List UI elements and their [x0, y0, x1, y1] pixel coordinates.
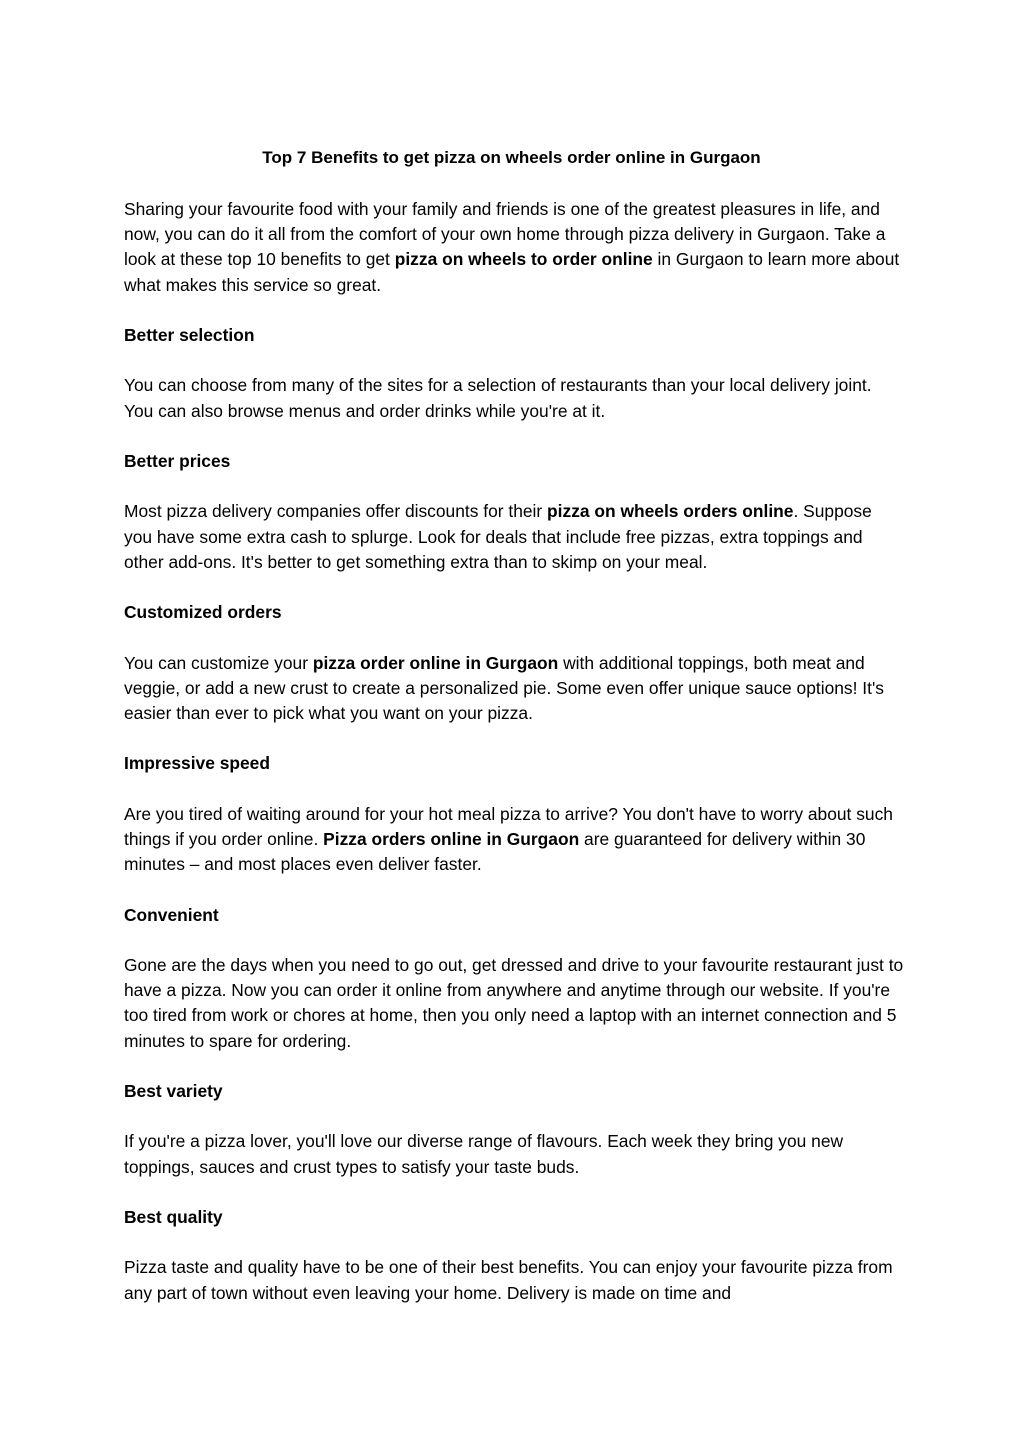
section-heading-impressive-speed: Impressive speed — [124, 753, 270, 774]
document-body — [124, 197, 904, 1331]
section-heading-better-prices: Better prices — [124, 450, 231, 471]
paragraph-text-end: are guaranteed for delivery within 30 minutes – and most places even deliver faster. — [124, 828, 866, 875]
section-heading-convenient: Convenient — [124, 904, 219, 925]
paragraph-bold-text: pizza order online in Gurgaon — [312, 652, 559, 673]
paragraph-text: If you're a pizza lover, you'll love our diverse range of flavours. Each week they bring you new toppings, sauces and crust types to satisfy your taste buds. — [124, 1131, 844, 1177]
section-paragraph-convenient — [124, 953, 904, 1054]
document-title: Top 7 Benefits to get pizza on wheels order online in Gurgaon — [262, 148, 761, 167]
paragraph-text: Are you tired of waiting around for your hot meal pizza to arrive? You don't have to worry about such things if you order online. — [124, 803, 893, 849]
paragraph-text: Most pizza delivery companies offer discounts for their — [124, 501, 548, 522]
section-paragraph-best-quality — [124, 1255, 904, 1305]
section-heading-best-variety: Best variety — [124, 1080, 223, 1101]
intro-bold-text: pizza on wheels to order online — [394, 249, 653, 270]
paragraph-text: Pizza taste and quality have to be one of their best benefits. You can enjoy your favourite pizza from any part of town without even leaving your home. Delivery is made on time and — [124, 1257, 893, 1303]
paragraph-text-end: with additional toppings, both meat and veggie, or add a new crust to create a personalized pie. Some even offer unique sauce options! It's easier than ever to pick what you want on your pizza. — [124, 652, 884, 723]
section-paragraph-impressive-speed — [124, 802, 904, 878]
paragraph-text: Gone are the days when you need to go out, get dressed and drive to your favourite restaurant just to have a pizza. Now you can order it online from anywhere and anytime through our website. If you're too tired from work or chores at home, then you only need a laptop with an internet connection and 5 minutes to spare for ordering. — [124, 954, 904, 1051]
section-paragraph-better-selection — [124, 373, 904, 423]
intro-paragraph — [124, 197, 904, 298]
paragraph-text: You can customize your — [124, 652, 313, 673]
intro-text-end: in Gurgaon to learn more about what makes this service so great. — [124, 249, 900, 295]
section-paragraph-customized-orders — [124, 651, 904, 727]
section-heading-better-selection: Better selection — [124, 325, 255, 345]
paragraph-text-end: . Suppose you have some extra cash to splurge. Look for deals that include free pizzas, extra toppings and other add-ons. It's better to get something extra than to skimp on your meal. — [124, 501, 872, 572]
paragraph-text: You can choose from many of the sites for a selection of restaurants than your local delivery joint. You can also browse menus and order drinks while you're at it. — [124, 375, 872, 421]
section-paragraph-better-prices — [124, 499, 904, 575]
paragraph-bold-text: Pizza orders online in Gurgaon — [323, 828, 580, 849]
intro-text: Sharing your favourite food with your family and friends is one of the greatest pleasures in life, and now, you can do it all from the comfort of your own home through pizza delivery in Gurgaon. Take a look at these top 10 benefits to get — [124, 199, 886, 270]
section-heading-customized-orders: Customized orders — [124, 602, 282, 623]
section-paragraph-best-variety — [124, 1129, 904, 1179]
section-heading-best-quality: Best quality — [124, 1206, 223, 1227]
paragraph-bold-text: pizza on wheels orders online — [547, 501, 794, 522]
